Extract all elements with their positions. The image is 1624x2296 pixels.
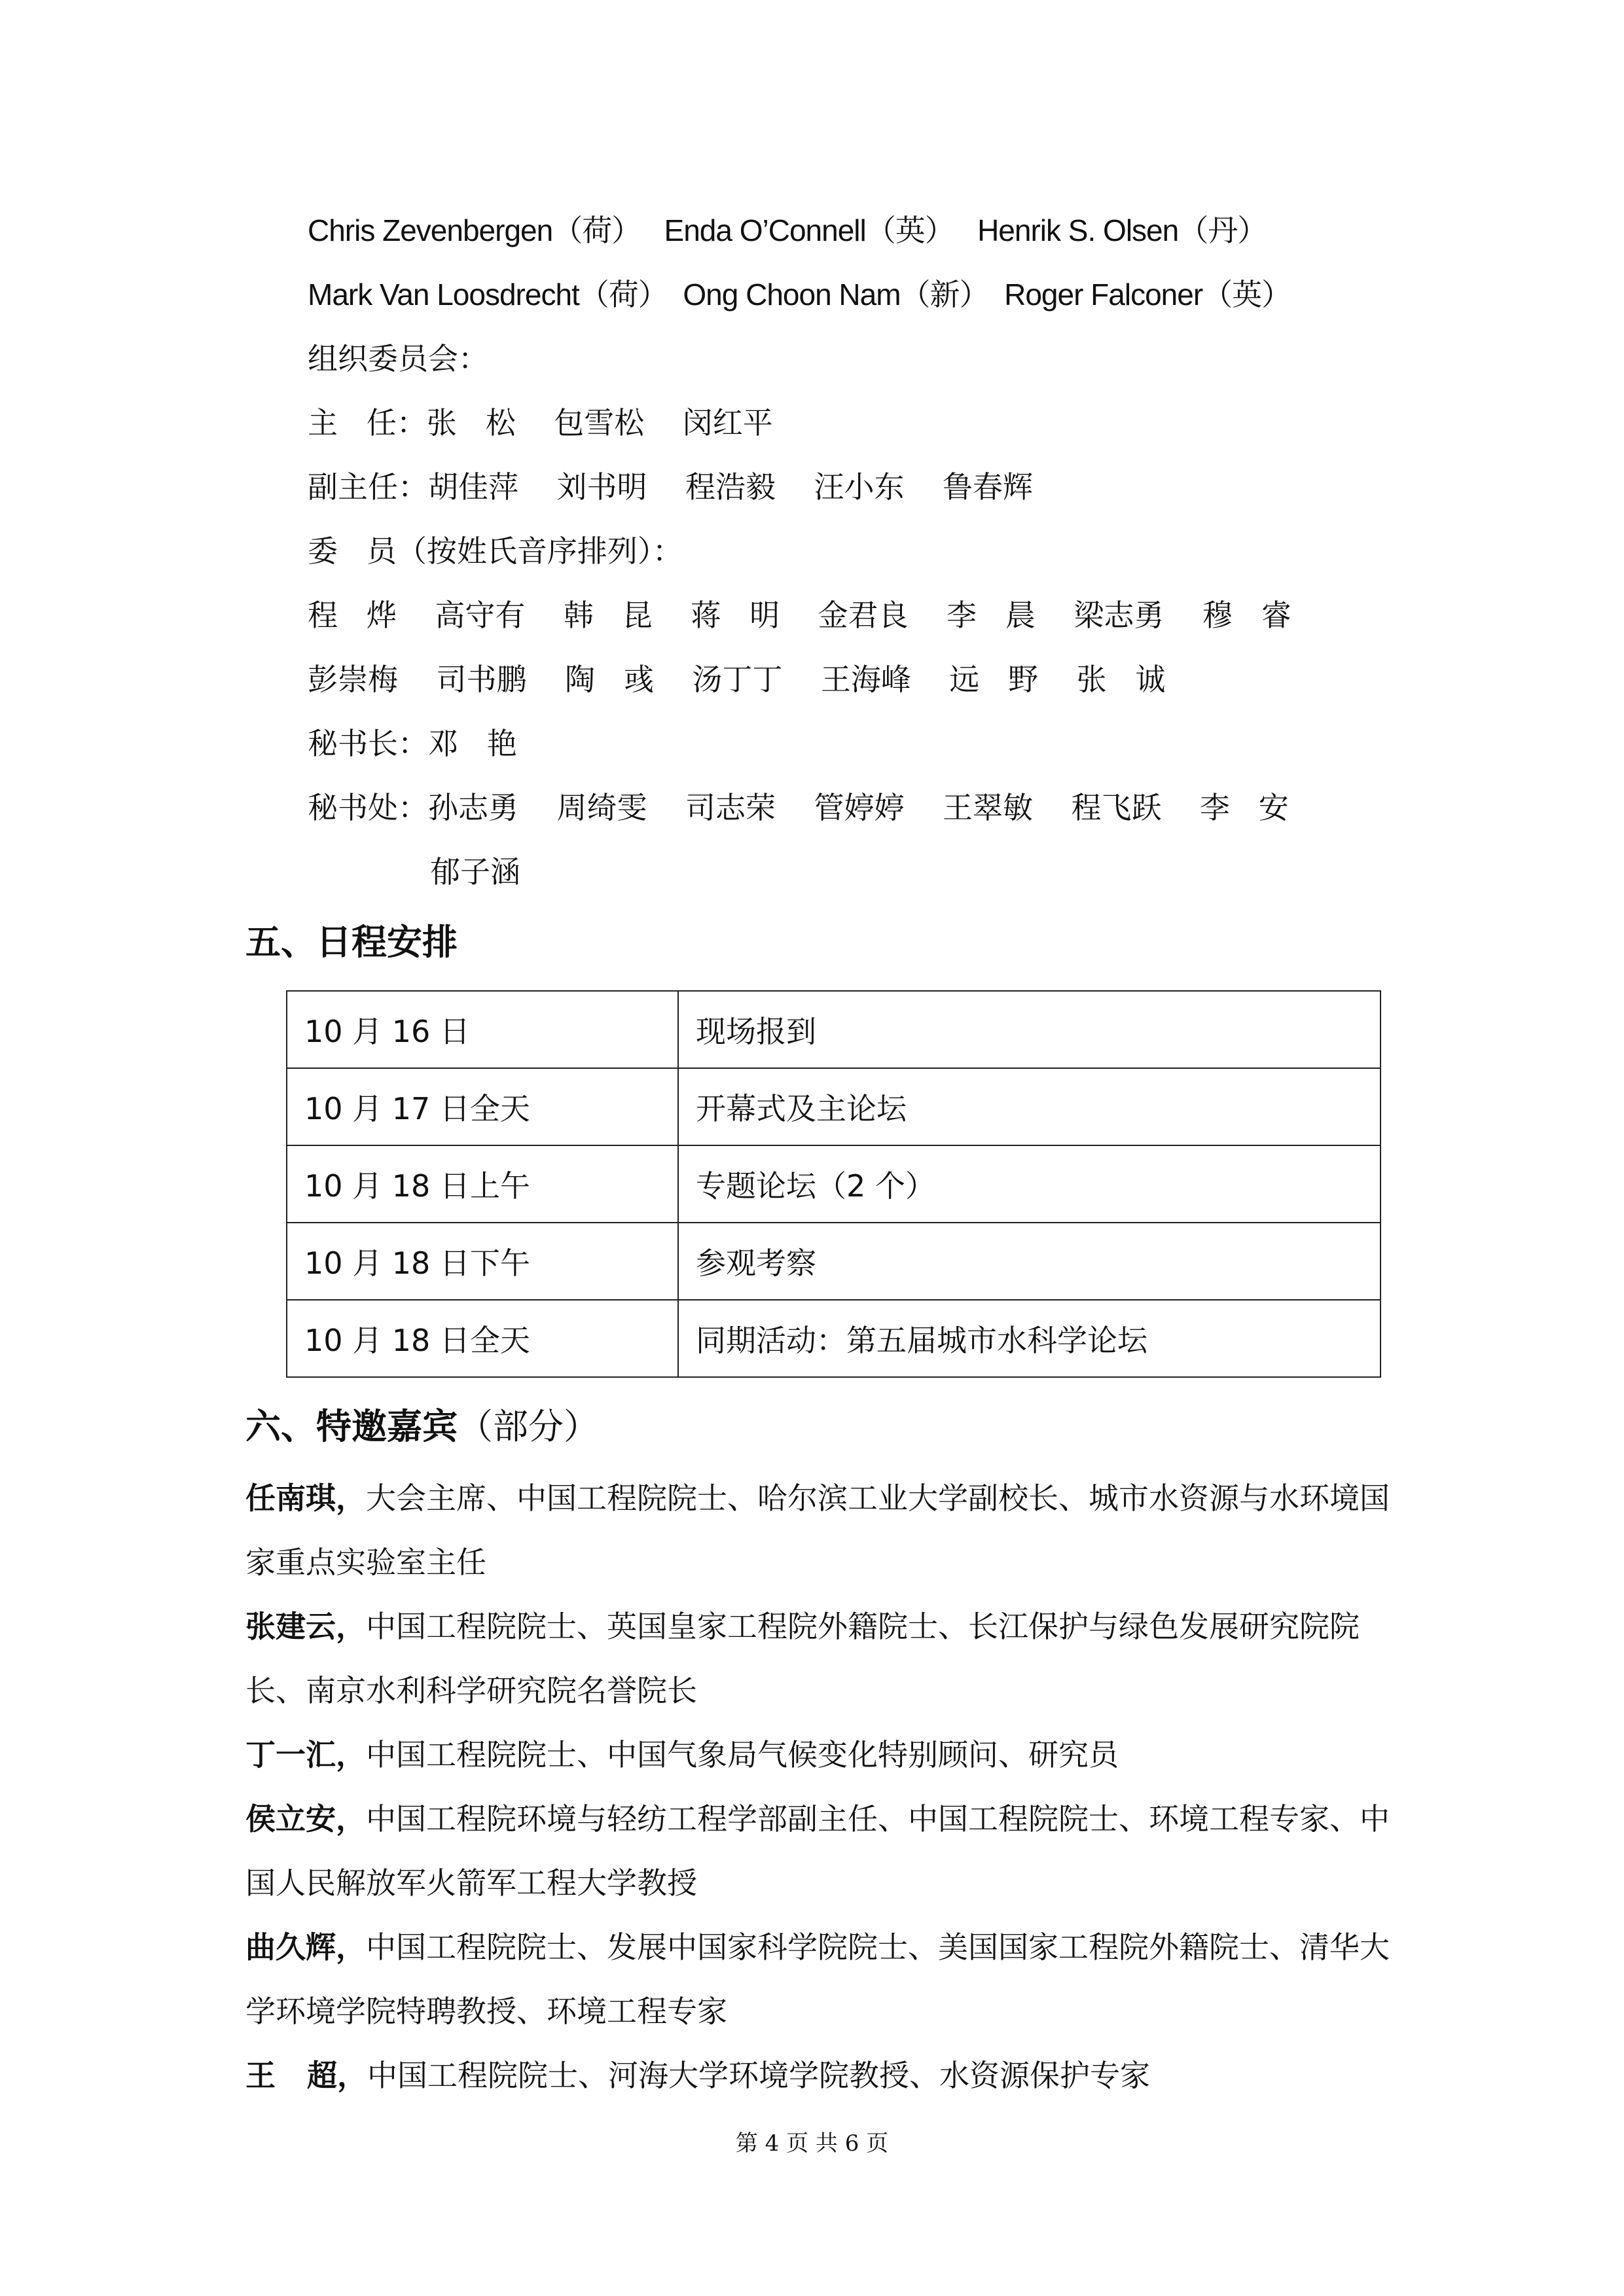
table-row bbox=[287, 1300, 1380, 1377]
guest-description: 中国工程院院士、发展中国家科学院院士、美国国家工程院外籍院士、清华大学环境学院特聘教授、环境工程专家 bbox=[245, 1929, 1390, 2029]
intl-committee-line-1: Chris Zevenbergen（荷） Enda O’Connell（英） Henrik S. Olsen（丹） bbox=[308, 213, 1267, 247]
guest-entry bbox=[245, 1915, 1398, 2043]
schedule-event-cell: 现场报到 bbox=[678, 991, 1380, 1068]
secretariat-line-2: 郁子涵 bbox=[430, 854, 520, 889]
chair-line: 主 任：张 松 包雪松 闵红平 bbox=[308, 405, 773, 440]
secretariat-line-1: 秘书处：孙志勇 周绮雯 司志荣 管婷婷 王翠敏 程飞跃 李 安 bbox=[308, 790, 1289, 825]
guest-entry bbox=[245, 1787, 1398, 1915]
guest-name: 侯立安， bbox=[245, 1801, 366, 1837]
guest-name: 丁一汇， bbox=[245, 1737, 366, 1772]
page-number: 第 4 页 共 6 页 bbox=[735, 2130, 889, 2157]
guests-heading bbox=[245, 1404, 599, 1450]
guest-name: 任南琪， bbox=[245, 1480, 366, 1516]
guest-description: 中国工程院院士、河海大学环境学院教授、水资源保护专家 bbox=[367, 2058, 1151, 2093]
schedule-date-cell: 10 月 18 日下午 bbox=[287, 1223, 678, 1300]
org-committee-title: 组织委员会： bbox=[308, 341, 488, 376]
guest-name: 张建云， bbox=[245, 1609, 366, 1644]
guest-name: 曲久辉， bbox=[245, 1929, 366, 1965]
guest-description: 中国工程院院士、中国气象局气候变化特别顾问、研究员 bbox=[366, 1737, 1119, 1772]
guest-entry bbox=[245, 1594, 1398, 1723]
members-title: 委 员（按姓氏音序排列）： bbox=[308, 533, 683, 569]
vice-chair-line: 副主任：胡佳萍 刘书明 程浩毅 汪小东 鲁春辉 bbox=[308, 469, 1033, 505]
intl-committee-line-2: Mark Van Loosdrecht（荷） Ong Choon Nam（新） Roger Falconer（英） bbox=[308, 278, 1291, 312]
schedule-date-cell: 10 月 17 日全天 bbox=[287, 1068, 678, 1145]
schedule-heading: 五、日程安排 bbox=[245, 922, 458, 963]
guest-description: 中国工程院环境与轻纺工程学部副主任、中国工程院院士、环境工程专家、中国人民解放军火箭军工程大学教授 bbox=[245, 1801, 1390, 1901]
table-row bbox=[287, 1068, 1380, 1145]
guest-description: 大会主席、中国工程院院士、哈尔滨工业大学副校长、城市水资源与水环境国家重点实验室主任 bbox=[245, 1480, 1390, 1580]
guests-heading-text: 六、特邀嘉宾 bbox=[245, 1406, 458, 1447]
table-row bbox=[287, 991, 1380, 1068]
guest-entry bbox=[245, 2043, 1398, 2108]
schedule-table bbox=[286, 990, 1381, 1378]
schedule-event-cell: 专题论坛（2 个） bbox=[678, 1145, 1380, 1223]
schedule-event-cell: 开幕式及主论坛 bbox=[678, 1068, 1380, 1145]
table-row bbox=[287, 1145, 1380, 1223]
schedule-event-cell: 同期活动：第五届城市水科学论坛 bbox=[678, 1300, 1380, 1377]
guests-heading-note: （部分） bbox=[458, 1406, 599, 1447]
schedule-date-cell: 10 月 18 日全天 bbox=[287, 1300, 678, 1377]
guest-entry bbox=[245, 1466, 1398, 1594]
members-line-2: 彭崇梅 司书鹏 陶 彧 汤丁丁 王海峰 远 野 张 诚 bbox=[308, 662, 1166, 697]
schedule-date-cell: 10 月 18 日上午 bbox=[287, 1145, 678, 1223]
schedule-date-cell: 10 月 16 日 bbox=[287, 991, 678, 1068]
guest-description: 中国工程院院士、英国皇家工程院外籍院士、长江保护与绿色发展研究院院长、南京水利科学研究院名誉院长 bbox=[245, 1609, 1360, 1708]
members-line-1: 程 烨 高守有 韩 昆 蒋 明 金君良 李 晨 梁志勇 穆 睿 bbox=[308, 598, 1291, 633]
schedule-event-cell: 参观考察 bbox=[678, 1223, 1380, 1300]
guest-name: 王 超， bbox=[245, 2058, 368, 2093]
secretary-general-line: 秘书长：邓 艳 bbox=[308, 726, 517, 761]
guest-entry bbox=[245, 1723, 1398, 1787]
table-row bbox=[287, 1223, 1380, 1300]
